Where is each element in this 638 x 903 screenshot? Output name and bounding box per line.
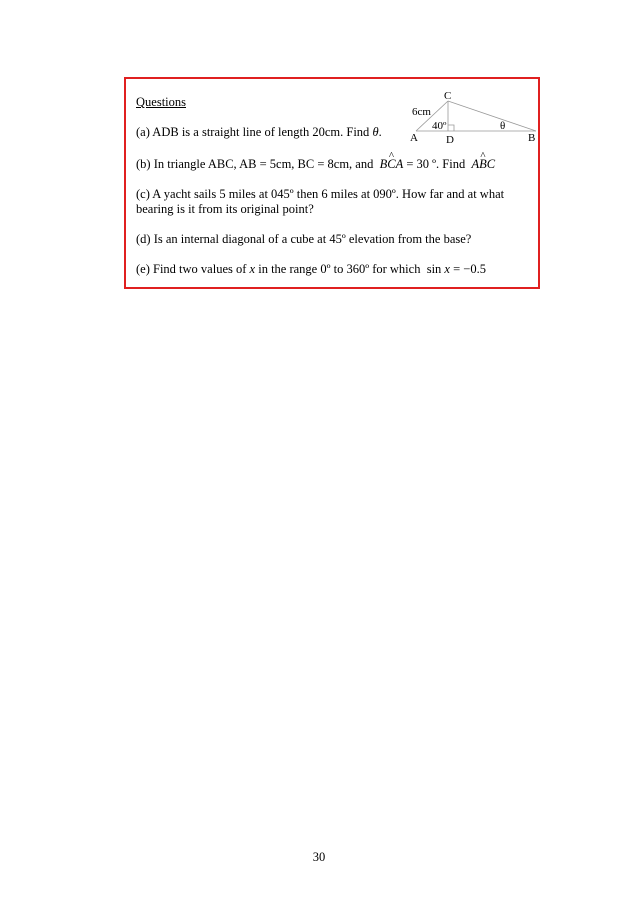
equation-x: x xyxy=(444,262,450,276)
question-a xyxy=(136,125,382,140)
label-d: D xyxy=(446,134,454,146)
angle-abc-a: A xyxy=(471,157,480,171)
question-c-line2: bearing is it from its original point? xyxy=(136,202,314,216)
label-6cm: 6cm xyxy=(412,106,431,118)
triangle-diagram xyxy=(406,87,546,147)
label-b: B xyxy=(528,132,536,144)
right-angle-marker xyxy=(448,125,454,131)
question-e-x: x xyxy=(249,262,256,276)
question-a-theta: θ xyxy=(372,125,379,139)
questions-box xyxy=(124,77,540,289)
label-c: C xyxy=(444,90,452,102)
angle-abc xyxy=(471,157,495,171)
angle-bca-c: ^ C xyxy=(387,157,395,172)
angle-bca xyxy=(380,157,404,171)
question-c-line1: (c) A yacht sails 5 miles at 045º then 6 miles at 090º. How far and at what xyxy=(136,187,505,201)
label-theta: θ xyxy=(500,120,506,132)
page-number: 30 xyxy=(312,850,326,864)
angle-bca-a: A xyxy=(395,157,404,171)
question-e xyxy=(136,262,486,277)
question-a-end: . xyxy=(378,125,382,139)
questions-heading: Questions xyxy=(136,95,186,109)
question-b xyxy=(136,157,495,172)
line-cb xyxy=(448,101,536,131)
angle-abc-b: ^ B xyxy=(479,157,487,172)
equation-rhs: = −0.5 xyxy=(453,262,486,276)
question-a-text: (a) ADB is a straight line of length 20cm. Find xyxy=(136,125,370,139)
question-b-text: (b) In triangle ABC, AB = 5cm, BC = 8cm, and xyxy=(136,157,374,171)
question-b-value: = 30 º. Find xyxy=(406,157,466,171)
equation-sin: sin xyxy=(426,262,442,276)
label-40: 40º xyxy=(432,120,447,132)
angle-bca-b: B xyxy=(379,157,388,171)
label-a: A xyxy=(410,132,418,144)
angle-abc-c: C xyxy=(486,157,496,171)
question-e-text-end: in the range 0º to 360º for which xyxy=(258,262,421,276)
question-e-text-start: (e) Find two values of xyxy=(136,262,247,276)
question-d: (d) Is an internal diagonal of a cube at 45º elevation from the base? xyxy=(136,232,472,246)
